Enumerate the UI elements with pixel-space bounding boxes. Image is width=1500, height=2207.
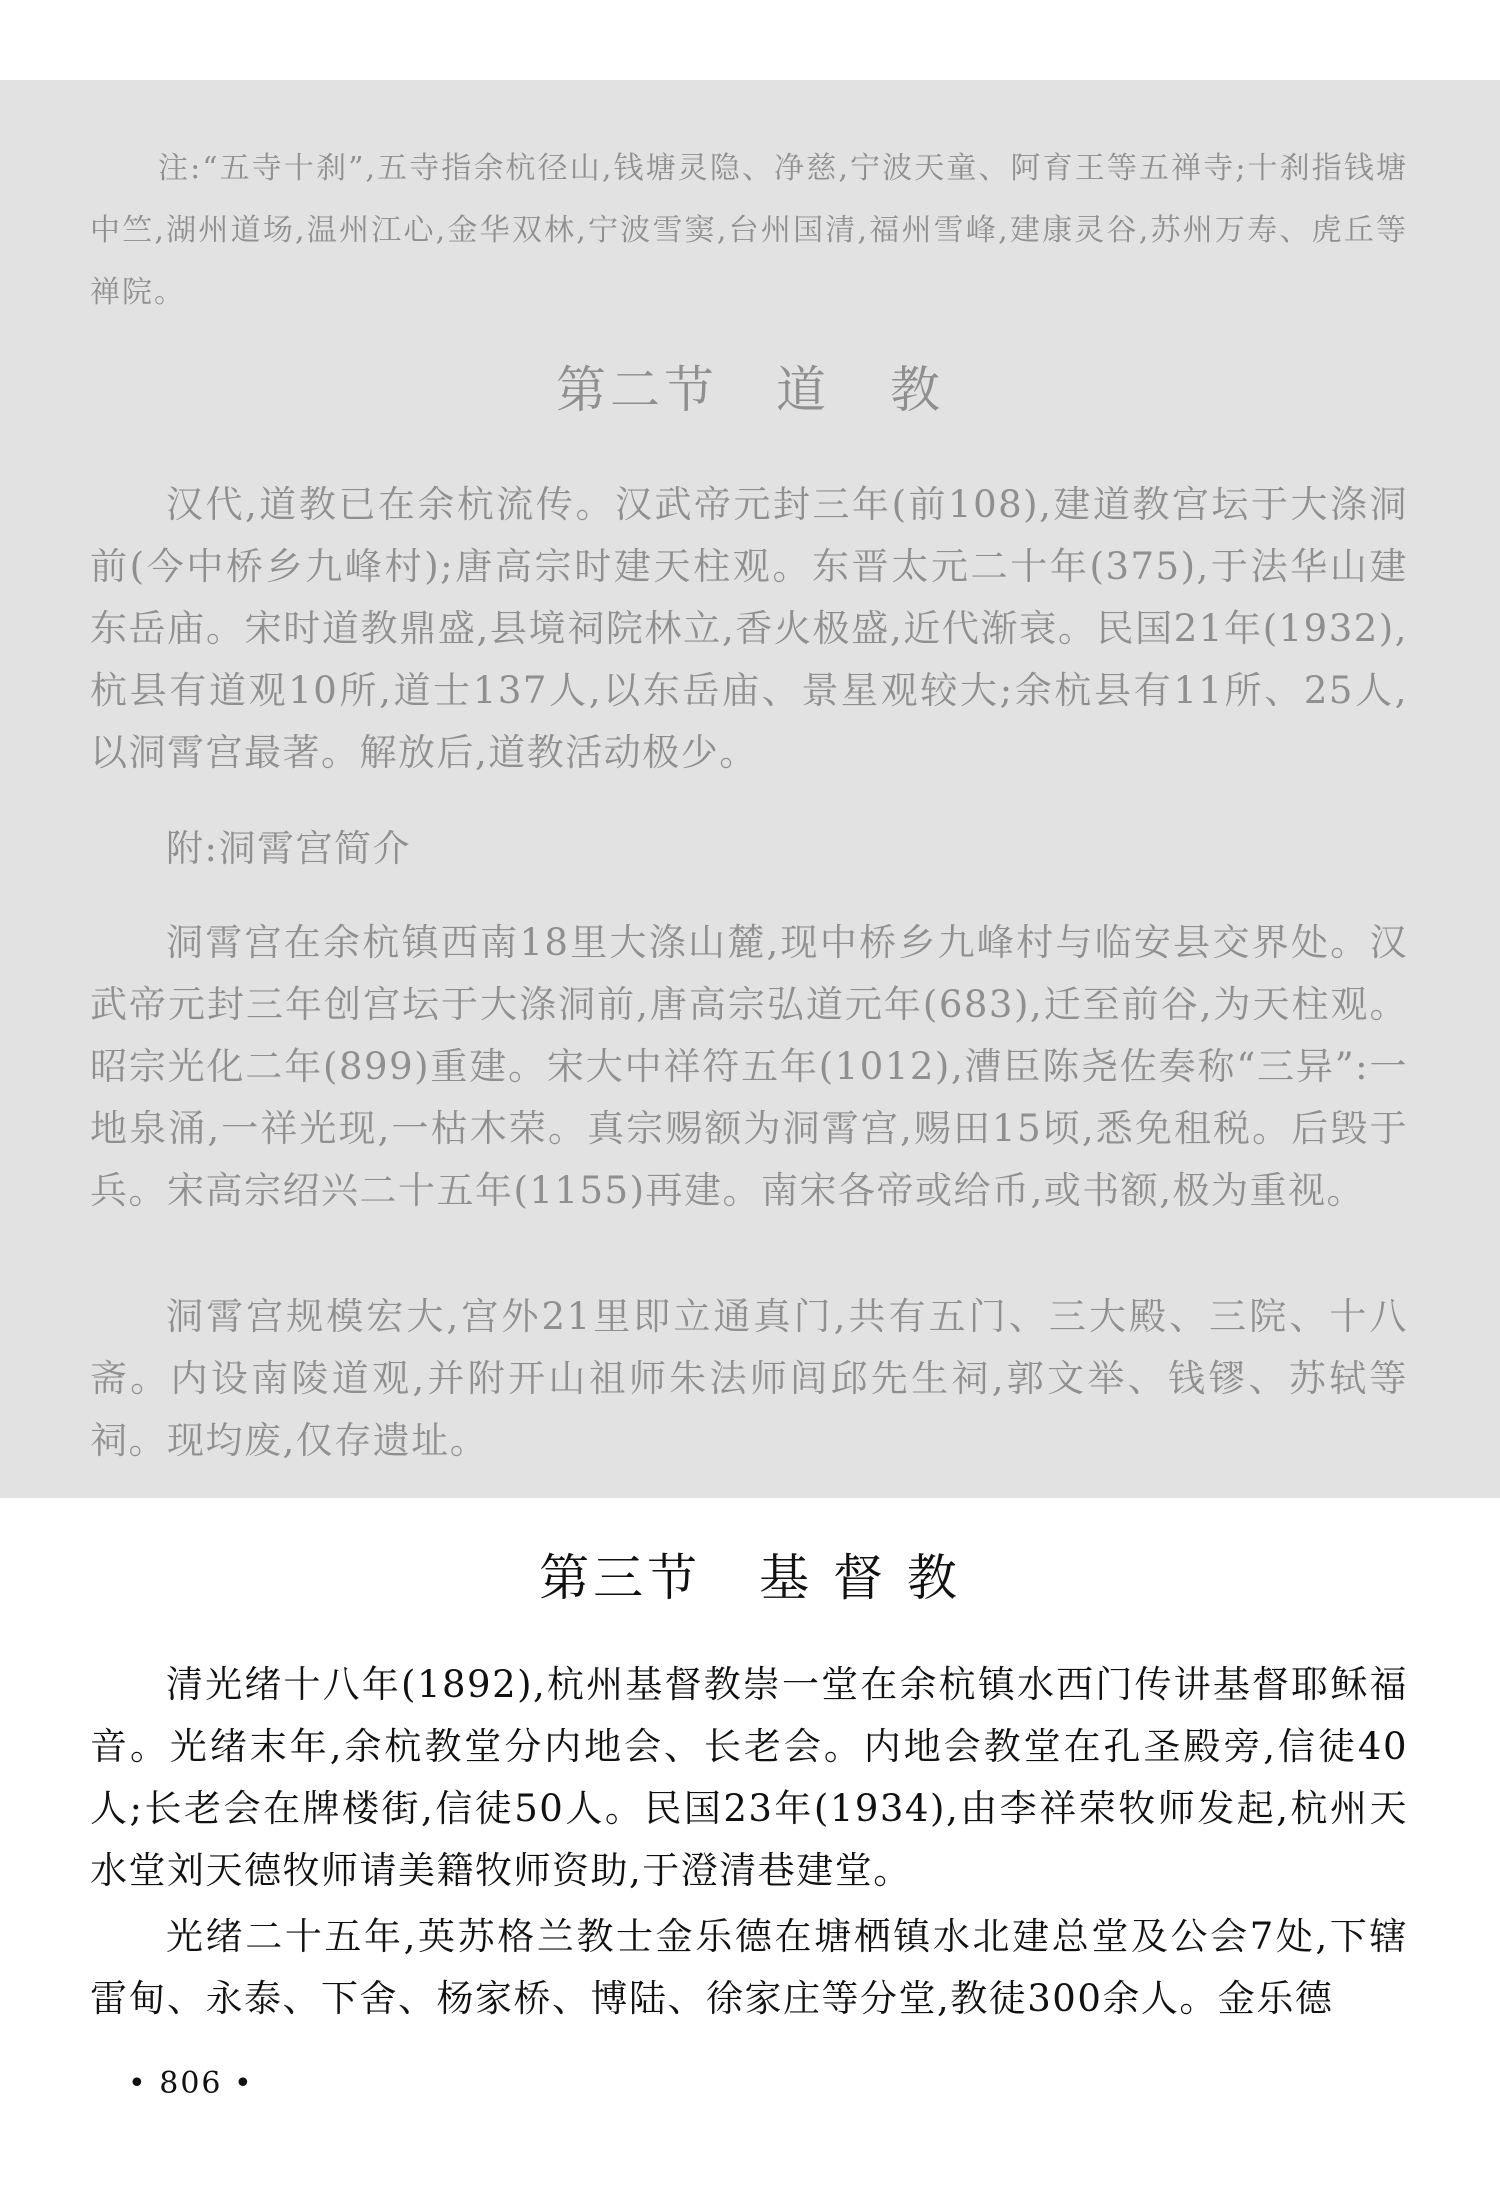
footnote-five-temples: 注:“五寺十刹”,五寺指余杭径山,钱塘灵隐、净慈,宁波天童、阿育王等五禅寺;十刹指钱塘中竺,湖州道场,温州江心,金华双林,宁波雪窦,台州国清,福州雪峰,建康灵谷,苏州万寿、虎丘等禅院。 bbox=[90, 151, 1408, 310]
section-number: 第二节 bbox=[556, 361, 719, 419]
paragraph-dongxiao-scale: 洞霄宫规模宏大,宫外21里即立通真门,共有五门、三大殿、三院、十八斋。内设南陵道观,并附开山祖师朱法师闾邱先生祠,郭文举、钱镠、苏轼等祠。现均废,仅存遗址。 bbox=[90, 1295, 1408, 1462]
paragraph-taoism-intro: 汉代,道教已在余杭流传。汉武帝元封三年(前108),建道教宫坛于大涤洞前(今中桥乡九峰村);唐高宗时建天柱观。东晋太元二十年(375),于法华山建东岳庙。宋时道教鼎盛,县境祠院林立,香火极盛,近代渐衰。民国21年(1932),杭县有道观10所,道士137人,以东岳庙、景星观较大;余杭县有11所、25人,以洞霄宫最著。解放后,道教活动极少。 bbox=[90, 483, 1408, 774]
section-title-christianity bbox=[0, 1538, 1500, 1610]
paragraph-appendix-heading: 附:洞霄宫简介 bbox=[166, 827, 411, 870]
section-name: 基 督 教 bbox=[759, 1549, 961, 1607]
section-name: 道 教 bbox=[776, 361, 944, 419]
paragraph-christianity-tangqi: 光绪二十五年,英苏格兰教士金乐德在塘栖镇水北建总堂及公会7处,下辖雷甸、永泰、下舍、杨家桥、博陆、徐家庄等分堂,教徒300余人。金乐德 bbox=[90, 1915, 1408, 2020]
section-number: 第三节 bbox=[539, 1549, 702, 1607]
section-title-taoism bbox=[0, 350, 1500, 422]
page-number: • 806 • bbox=[128, 2066, 254, 2101]
paragraph-dongxiao-history: 洞霄宫在余杭镇西南18里大涤山麓,现中桥乡九峰村与临安县交界处。汉武帝元封三年创宫坛于大涤洞前,唐高宗弘道元年(683),迁至前谷,为天柱观。昭宗光化二年(899)重建。宋大中祥符五年(1012),漕臣陈尧佐奏称“三异”:一地泉涌,一祥光现,一枯木荣。真宗赐额为洞霄宫,赐田15顷,悉免租税。后毁于兵。宋高宗绍兴二十五年(1155)再建。南宋各帝或给币,或书额,极为重视。 bbox=[90, 921, 1408, 1212]
paragraph-christianity-yuhang: 清光绪十八年(1892),杭州基督教崇一堂在余杭镇水西门传讲基督耶稣福音。光绪末年,余杭教堂分内地会、长老会。内地会教堂在孔圣殿旁,信徒40人;长老会在牌楼街,信徒50人。民国23年(1934),由李祥荣牧师发起,杭州天水堂刘天德牧师请美籍牧师资助,于澄清巷建堂。 bbox=[90, 1663, 1408, 1892]
